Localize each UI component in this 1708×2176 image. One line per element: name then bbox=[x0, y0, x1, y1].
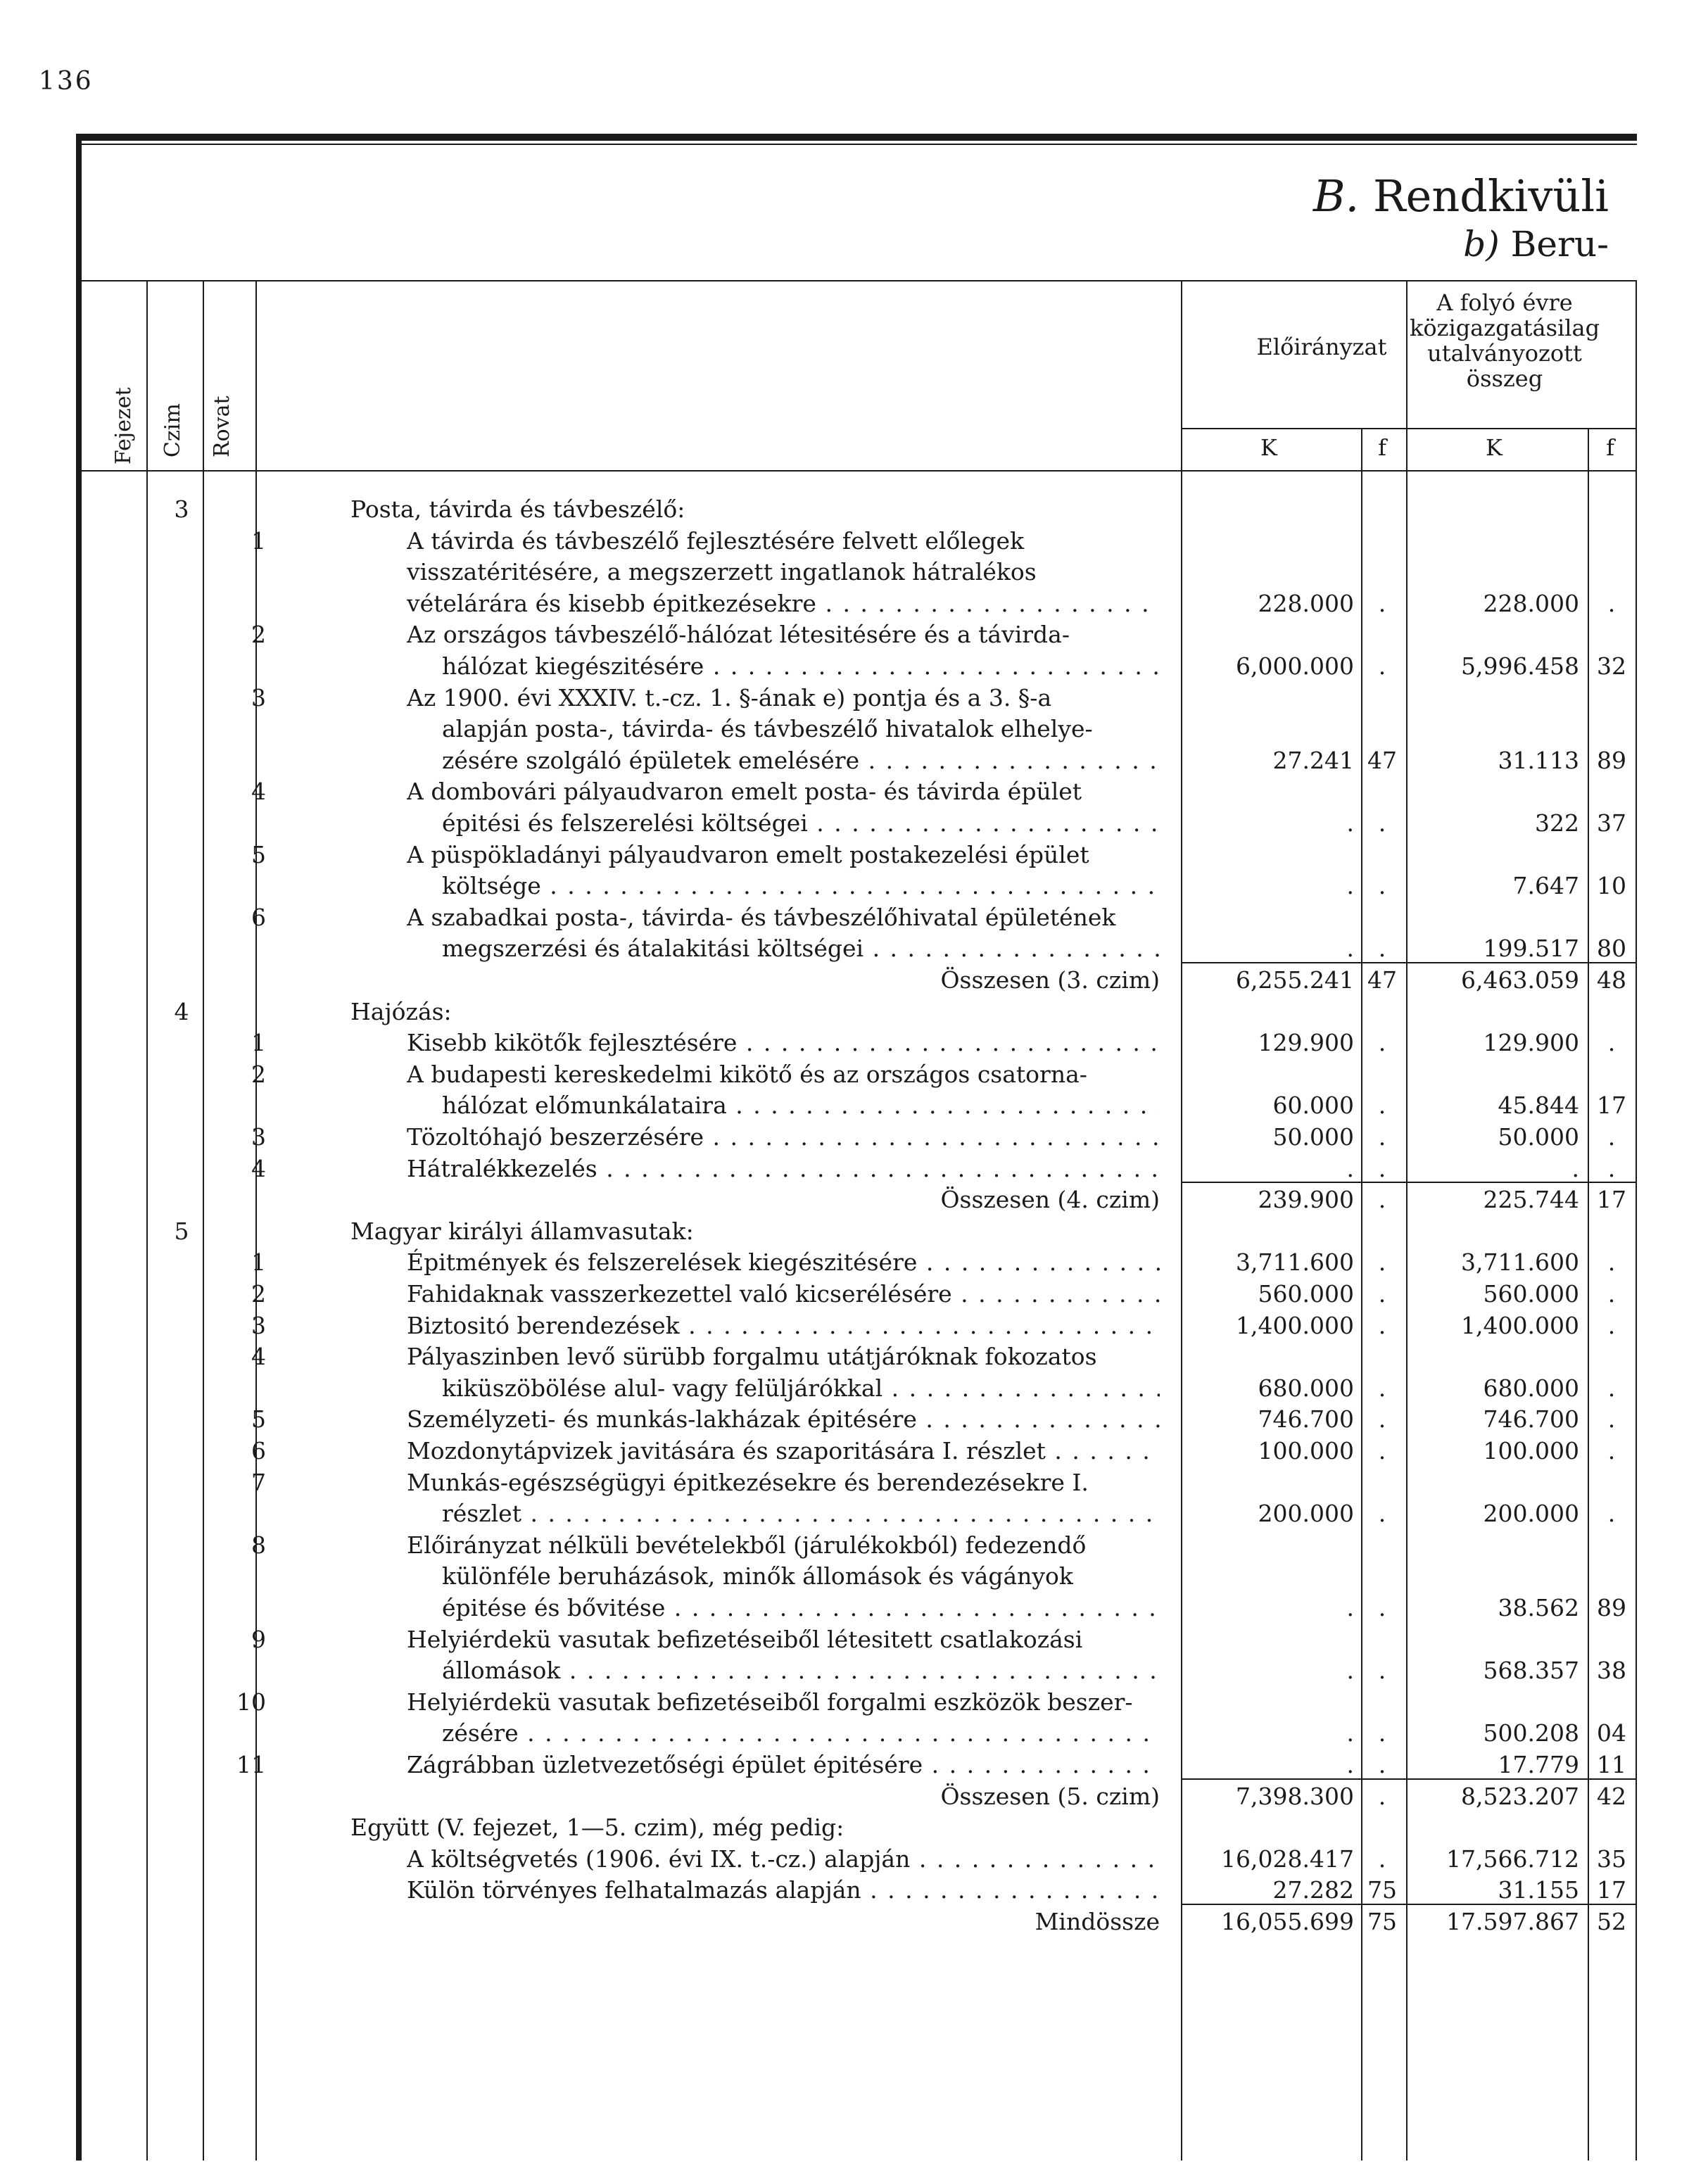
eloiranyzat-f-cell: . bbox=[1378, 1123, 1386, 1151]
utalvany-f-cell: . bbox=[1607, 1500, 1616, 1528]
description-cell: Előirányzat nélküli bevételekből (járulékokból) fedezendő bbox=[407, 1531, 1087, 1559]
total-label: Összesen (3. czim) bbox=[940, 966, 1160, 994]
utalvany-f-cell: . bbox=[1607, 1405, 1616, 1434]
eloiranyzat-k-cell: . bbox=[1346, 872, 1354, 900]
page-subtitle bbox=[1463, 224, 1609, 265]
utalvany-k-cell: 17.597.867 bbox=[1446, 1908, 1579, 1935]
eloiranyzat-k-cell: 50.000 bbox=[1272, 1123, 1354, 1151]
description-cell: A püspökladányi pályaudvaron emelt postakezelési épület bbox=[407, 840, 1089, 868]
header-bottom-rule bbox=[76, 470, 1637, 472]
rovat-cell: 1 bbox=[251, 1248, 266, 1277]
eloiranyzat-k-cell: 1,400.000 bbox=[1236, 1311, 1354, 1339]
eloiranyzat-k-cell: 129.900 bbox=[1258, 1029, 1354, 1057]
table-row bbox=[76, 1561, 1637, 1592]
utalvany-k-cell: 17,566.712 bbox=[1446, 1845, 1579, 1873]
eloiranyzat-f-cell: . bbox=[1378, 872, 1386, 900]
utalvany-f-cell: . bbox=[1607, 1374, 1616, 1402]
description-cell: A távirda és távbeszélő fejlesztésére felvett előlegek bbox=[407, 526, 1025, 555]
eloiranyzat-f-cell: . bbox=[1378, 935, 1386, 963]
table-row bbox=[76, 1090, 1637, 1121]
total-row bbox=[76, 1184, 1637, 1215]
utalv-line-2: közigazgatásilag bbox=[1409, 315, 1600, 341]
eloiranyzat-f-cell: . bbox=[1378, 1092, 1386, 1120]
table-row bbox=[76, 1059, 1637, 1090]
col-header-eloiranyzat: Előirányzat bbox=[1256, 334, 1387, 360]
eloiranyzat-f-cell: . bbox=[1378, 1248, 1386, 1277]
utalvany-k-cell: 560.000 bbox=[1483, 1280, 1579, 1308]
utalv-line-3: utalványozott bbox=[1427, 340, 1582, 367]
description-cell: Együtt (V. fejezet, 1—5. czim), még pedig: bbox=[350, 1814, 844, 1842]
eloiranyzat-k-cell: 16,055.699 bbox=[1221, 1908, 1354, 1935]
table-row bbox=[76, 1624, 1637, 1655]
description-cell: Zágrábban üzletvezetőségi épület épitésére . . . bbox=[407, 1750, 1160, 1780]
utalvany-f-cell: . bbox=[1607, 1437, 1616, 1465]
subtitle-letter: b) bbox=[1463, 224, 1500, 265]
table-row bbox=[76, 902, 1637, 933]
eloiranyzat-k-cell: 6,000.000 bbox=[1236, 652, 1354, 680]
eloiranyzat-k-cell: 60.000 bbox=[1272, 1092, 1354, 1120]
description-cell: visszatéritésére, a megszerzett ingatlanok hátralékos bbox=[407, 558, 1037, 586]
utalvany-f-cell: . bbox=[1607, 1154, 1616, 1182]
description-cell: Az 1900. évi XXXIV. t.-cz. 1. §-ának e) pontja és a 3. §-a bbox=[407, 683, 1052, 711]
eloiranyzat-f-cell: . bbox=[1378, 1311, 1386, 1339]
description-cell: épitése és bővitése . . . bbox=[442, 1593, 1160, 1624]
description-cell: Külön törvényes felhatalmazás alapján . . . bbox=[407, 1875, 1160, 1906]
col-header-utalvanyozott bbox=[1378, 290, 1631, 391]
eloiranyzat-f-cell: . bbox=[1378, 1657, 1386, 1685]
total-label: Összesen (5. czim) bbox=[940, 1782, 1160, 1810]
table-row bbox=[76, 1687, 1637, 1718]
utalvany-f-cell: . bbox=[1607, 1311, 1616, 1339]
table-row bbox=[76, 1404, 1637, 1435]
table-row bbox=[76, 808, 1637, 839]
table-row bbox=[76, 871, 1637, 902]
utalvany-f-cell: 52 bbox=[1597, 1908, 1626, 1935]
table-row bbox=[76, 1122, 1637, 1153]
table-row bbox=[76, 1844, 1637, 1875]
description-cell: különféle beruházások, minők állomások és vágányok bbox=[442, 1562, 1073, 1590]
eloiranyzat-k-cell: 746.700 bbox=[1258, 1405, 1354, 1434]
eloiranyzat-f-cell: . bbox=[1378, 1594, 1386, 1621]
utalv-line-4: összeg bbox=[1466, 365, 1543, 392]
eloiranyzat-k-cell: 228.000 bbox=[1258, 589, 1354, 617]
utalvany-k-cell: 50.000 bbox=[1498, 1123, 1579, 1151]
table-row bbox=[76, 526, 1637, 557]
rovat-cell: 9 bbox=[251, 1625, 266, 1653]
eloiranyzat-k-cell: . bbox=[1346, 1751, 1354, 1778]
eloiranyzat-f-cell: . bbox=[1378, 1374, 1386, 1402]
eloiranyzat-k-cell: 680.000 bbox=[1258, 1374, 1354, 1402]
table-row bbox=[76, 1247, 1637, 1278]
utalvany-f-cell: 37 bbox=[1597, 809, 1626, 837]
total-rule bbox=[1181, 1182, 1637, 1183]
utalvany-k-cell: 225.744 bbox=[1483, 1186, 1579, 1214]
description-cell: vételárára és kisebb épitkezésekre . . . bbox=[407, 588, 1160, 619]
eloiranyzat-f-cell: 75 bbox=[1367, 1876, 1397, 1904]
description-cell: Pályaszinben levő sürübb forgalmu utátjáróknak fokozatos bbox=[407, 1343, 1097, 1371]
eloiranyzat-f-cell: . bbox=[1378, 1280, 1386, 1308]
description-cell: Kisebb kikötők fejlesztésére . . . bbox=[407, 1027, 1160, 1058]
subtitle-text: Beru- bbox=[1510, 224, 1609, 265]
utalvany-f-cell: . bbox=[1607, 589, 1616, 617]
utalvany-f-cell: 42 bbox=[1597, 1782, 1626, 1810]
rovat-cell: 3 bbox=[251, 1123, 266, 1151]
eloiranyzat-f-cell: . bbox=[1378, 589, 1386, 617]
top-rule bbox=[76, 134, 1637, 141]
utalvany-f-cell: . bbox=[1607, 1248, 1616, 1277]
table-row bbox=[76, 651, 1637, 682]
utalvany-k-cell: 38.562 bbox=[1498, 1594, 1579, 1621]
eloiranyzat-k-cell: 560.000 bbox=[1258, 1280, 1354, 1308]
total-row bbox=[76, 965, 1637, 996]
eloiranyzat-f-cell: 47 bbox=[1367, 746, 1397, 774]
description-cell: részlet . . . bbox=[442, 1498, 1160, 1529]
description-cell: A budapesti kereskedelmi kikötő és az országos csatorna- bbox=[407, 1060, 1087, 1088]
description-cell: Hajózás: bbox=[350, 997, 452, 1025]
total-rule bbox=[1181, 1904, 1637, 1905]
description-cell: Az országos távbeszélő-hálózat létesitésére és a távirda- bbox=[407, 621, 1070, 649]
description-cell: hálózat kiegészitésére . . . bbox=[442, 651, 1160, 682]
czim-cell: 4 bbox=[174, 997, 189, 1025]
rovat-cell: 4 bbox=[251, 1154, 266, 1182]
rovat-cell: 11 bbox=[236, 1751, 266, 1778]
utalvany-k-cell: 500.208 bbox=[1483, 1719, 1579, 1747]
description-cell: épitési és felszerelési költségei . . . bbox=[442, 808, 1160, 839]
header-subrule bbox=[1181, 428, 1637, 429]
description-cell: Biztositó berendezések . . . bbox=[407, 1310, 1160, 1341]
table-row bbox=[76, 1718, 1637, 1749]
eloiranyzat-k-cell: 100.000 bbox=[1258, 1437, 1354, 1465]
table-row bbox=[76, 997, 1637, 1027]
eloiranyzat-k-cell: . bbox=[1346, 935, 1354, 963]
utalvany-k-cell: 746.700 bbox=[1483, 1405, 1579, 1434]
eloiranyzat-k-cell: 200.000 bbox=[1258, 1500, 1354, 1528]
rovat-cell: 10 bbox=[236, 1688, 266, 1716]
utalvany-k-cell: 3,711.600 bbox=[1461, 1248, 1579, 1277]
eloiranyzat-k-cell: . bbox=[1346, 809, 1354, 837]
col-header-ek: K bbox=[1260, 434, 1277, 461]
table-row bbox=[76, 1593, 1637, 1624]
table-row bbox=[76, 619, 1637, 650]
utalvany-k-cell: 228.000 bbox=[1483, 589, 1579, 617]
rovat-cell: 1 bbox=[251, 526, 266, 555]
col-header-czim: Czim bbox=[160, 403, 185, 457]
eloiranyzat-f-cell: 47 bbox=[1367, 966, 1397, 994]
eloiranyzat-k-cell: 16,028.417 bbox=[1221, 1845, 1354, 1873]
eloiranyzat-k-cell: 27.282 bbox=[1272, 1876, 1354, 1904]
table-row bbox=[76, 1310, 1637, 1341]
table-row bbox=[76, 933, 1637, 964]
table-row bbox=[76, 1027, 1637, 1058]
rovat-cell: 1 bbox=[251, 1029, 266, 1057]
rovat-cell: 6 bbox=[251, 903, 266, 931]
description-cell: A szabadkai posta-, távirda- és távbeszélőhivatal épületének bbox=[407, 903, 1116, 931]
utalvany-k-cell: 17.779 bbox=[1498, 1751, 1579, 1778]
table-row bbox=[76, 1279, 1637, 1310]
utalvany-f-cell: 35 bbox=[1597, 1845, 1626, 1873]
page-title bbox=[1313, 170, 1609, 222]
utalvany-k-cell: 568.357 bbox=[1483, 1657, 1579, 1685]
rovat-cell: 5 bbox=[251, 1405, 266, 1434]
utalvany-k-cell: 199.517 bbox=[1483, 935, 1579, 963]
table-row bbox=[76, 683, 1637, 714]
utalvany-f-cell: 17 bbox=[1597, 1876, 1626, 1904]
description-cell: Helyiérdekü vasutak befizetéseiből létesitett csatlakozási bbox=[407, 1625, 1083, 1653]
eloiranyzat-k-cell: . bbox=[1346, 1154, 1354, 1182]
title-letter: B. bbox=[1312, 170, 1360, 222]
page-number: 136 bbox=[39, 67, 94, 96]
utalvany-f-cell: 89 bbox=[1597, 1594, 1626, 1621]
eloiranyzat-f-cell: . bbox=[1378, 1845, 1386, 1873]
eloiranyzat-k-cell: 6,255.241 bbox=[1236, 966, 1354, 994]
utalvany-f-cell: 17 bbox=[1597, 1186, 1626, 1214]
utalvany-k-cell: 8,523.207 bbox=[1461, 1782, 1579, 1810]
eloiranyzat-f-cell: . bbox=[1378, 809, 1386, 837]
rovat-cell: 3 bbox=[251, 683, 266, 711]
table-row bbox=[76, 745, 1637, 776]
rovat-cell: 7 bbox=[251, 1468, 266, 1496]
title-text: Rendkivüli bbox=[1372, 170, 1609, 222]
utalvany-f-cell: 11 bbox=[1597, 1751, 1626, 1778]
rovat-cell: 2 bbox=[251, 621, 266, 649]
utalvany-f-cell: 17 bbox=[1597, 1092, 1626, 1120]
table-row bbox=[76, 494, 1637, 525]
total-rule bbox=[1181, 962, 1637, 963]
top-rule-thin bbox=[76, 144, 1637, 145]
rovat-cell: 6 bbox=[251, 1437, 266, 1465]
table-row bbox=[76, 1812, 1637, 1843]
rovat-cell: 4 bbox=[251, 778, 266, 806]
utalvany-f-cell: 38 bbox=[1597, 1657, 1626, 1685]
rovat-cell: 2 bbox=[251, 1280, 266, 1308]
utalvany-f-cell: 48 bbox=[1597, 966, 1626, 994]
description-cell: A költségvetés (1906. évi IX. t.-cz.) alapján . . . bbox=[407, 1844, 1160, 1875]
table-frame bbox=[76, 134, 1637, 2161]
utalvany-k-cell: 1,400.000 bbox=[1461, 1311, 1579, 1339]
col-header-fejezet: Fejezet bbox=[111, 387, 136, 464]
table-row bbox=[76, 714, 1637, 745]
eloiranyzat-f-cell: . bbox=[1378, 652, 1386, 680]
eloiranyzat-f-cell: . bbox=[1378, 1154, 1386, 1182]
utalvany-k-cell: 31.155 bbox=[1498, 1876, 1579, 1904]
utalvany-f-cell: 10 bbox=[1597, 872, 1626, 900]
utalvany-f-cell: . bbox=[1607, 1280, 1616, 1308]
utalvany-f-cell: 80 bbox=[1597, 935, 1626, 963]
eloiranyzat-k-cell: . bbox=[1346, 1594, 1354, 1621]
col-header-uk: K bbox=[1486, 434, 1503, 461]
table-row bbox=[76, 1153, 1637, 1184]
description-cell: Személyzeti- és munkás-lakházak épitésére . . . bbox=[407, 1404, 1160, 1435]
utalvany-k-cell: 6,463.059 bbox=[1461, 966, 1579, 994]
utalvany-f-cell: 04 bbox=[1597, 1719, 1626, 1747]
czim-cell: 3 bbox=[174, 495, 189, 523]
description-cell: Munkás-egészségügyi épitkezésekre és berendezésekre I. bbox=[407, 1468, 1089, 1496]
table-row bbox=[76, 1655, 1637, 1686]
description-cell: Épitmények és felszerelések kiegészitésére . . . bbox=[407, 1247, 1160, 1278]
eloiranyzat-f-cell: . bbox=[1378, 1186, 1386, 1214]
utalv-line-1: A folyó évre bbox=[1436, 289, 1573, 316]
col-header-rovat: Rovat bbox=[210, 396, 234, 457]
rovat-cell: 2 bbox=[251, 1060, 266, 1088]
utalvany-k-cell: 5,996.458 bbox=[1461, 652, 1579, 680]
description-cell: Magyar királyi államvasutak: bbox=[350, 1217, 694, 1245]
header-separator bbox=[76, 280, 1637, 282]
description-cell: állomások . . . bbox=[442, 1655, 1160, 1686]
czim-cell: 5 bbox=[174, 1217, 189, 1245]
utalvany-k-cell: 100.000 bbox=[1483, 1437, 1579, 1465]
utalvany-f-cell: 32 bbox=[1597, 652, 1626, 680]
total-label: Összesen (4. czim) bbox=[940, 1186, 1160, 1214]
total-row bbox=[76, 1906, 1637, 1937]
utalvany-k-cell: 200.000 bbox=[1483, 1500, 1579, 1528]
utalvany-k-cell: 129.900 bbox=[1483, 1029, 1579, 1057]
rovat-cell: 8 bbox=[251, 1531, 266, 1559]
eloiranyzat-k-cell: 3,711.600 bbox=[1236, 1248, 1354, 1277]
utalvany-f-cell: 89 bbox=[1597, 746, 1626, 774]
description-cell: Tözoltóhajó beszerzésére . . . bbox=[407, 1122, 1160, 1153]
eloiranyzat-f-cell: 75 bbox=[1367, 1908, 1397, 1935]
table-row bbox=[76, 1436, 1637, 1467]
table-row bbox=[76, 1498, 1637, 1529]
eloiranyzat-k-cell: 27.241 bbox=[1272, 746, 1354, 774]
utalvany-k-cell: 7.647 bbox=[1512, 872, 1579, 900]
rovat-cell: 5 bbox=[251, 840, 266, 868]
utalvany-f-cell: . bbox=[1607, 1123, 1616, 1151]
col-header-uf: f bbox=[1606, 434, 1614, 461]
utalvany-k-cell: 322 bbox=[1535, 809, 1579, 837]
eloiranyzat-f-cell: . bbox=[1378, 1719, 1386, 1747]
total-rule bbox=[1181, 1778, 1637, 1780]
utalvany-k-cell: 31.113 bbox=[1498, 746, 1579, 774]
description-cell: megszerzési és átalakitási költségei . . . bbox=[442, 933, 1160, 964]
utalvany-k-cell: 680.000 bbox=[1483, 1374, 1579, 1402]
description-cell: kiküszöbölése alul- vagy felüljárókkal . . . bbox=[442, 1373, 1160, 1404]
eloiranyzat-k-cell: . bbox=[1346, 1657, 1354, 1685]
eloiranyzat-k-cell: 7,398.300 bbox=[1236, 1782, 1354, 1810]
description-cell: hálózat előmunkálataira . . . bbox=[442, 1090, 1160, 1121]
description-cell: költsége . . . bbox=[442, 871, 1160, 902]
description-cell: A dombovári pályaudvaron emelt posta- és távirda épület bbox=[407, 778, 1082, 806]
rovat-cell: 3 bbox=[251, 1311, 266, 1339]
utalvany-f-cell: . bbox=[1607, 1029, 1616, 1057]
eloiranyzat-f-cell: . bbox=[1378, 1751, 1386, 1778]
table-row bbox=[76, 776, 1637, 807]
eloiranyzat-f-cell: . bbox=[1378, 1782, 1386, 1810]
table-row bbox=[76, 1341, 1637, 1372]
eloiranyzat-k-cell: . bbox=[1346, 1719, 1354, 1747]
table-row bbox=[76, 840, 1637, 871]
total-label: Mindössze bbox=[1035, 1908, 1160, 1935]
utalvany-k-cell: . bbox=[1571, 1154, 1579, 1182]
description-cell: Helyiérdekü vasutak befizetéseiből forgalmi eszközök beszer- bbox=[407, 1688, 1133, 1716]
table-row bbox=[76, 588, 1637, 619]
eloiranyzat-f-cell: . bbox=[1378, 1437, 1386, 1465]
table-row bbox=[76, 1875, 1637, 1906]
table-row bbox=[76, 1373, 1637, 1404]
description-cell: zésére szolgáló épületek emelésére . . . bbox=[442, 745, 1160, 776]
col-header-ef: f bbox=[1378, 434, 1386, 461]
description-cell: alapján posta-, távirda- és távbeszélő hivatalok elhelye- bbox=[442, 715, 1093, 743]
rovat-cell: 4 bbox=[251, 1343, 266, 1371]
eloiranyzat-k-cell: 239.900 bbox=[1258, 1186, 1354, 1214]
description-cell: Hátralékkezelés . . . bbox=[407, 1153, 1160, 1184]
table-row bbox=[76, 1467, 1637, 1498]
description-cell: Posta, távirda és távbeszélő: bbox=[350, 495, 685, 523]
eloiranyzat-f-cell: . bbox=[1378, 1029, 1386, 1057]
eloiranyzat-f-cell: . bbox=[1378, 1405, 1386, 1434]
utalvany-k-cell: 45.844 bbox=[1498, 1092, 1579, 1120]
eloiranyzat-f-cell: . bbox=[1378, 1500, 1386, 1528]
table-row bbox=[76, 557, 1637, 588]
total-row bbox=[76, 1781, 1637, 1812]
description-cell: Mozdonytápvizek javitására és szaporitására I. részlet . . . bbox=[407, 1436, 1160, 1467]
table-row bbox=[76, 1530, 1637, 1561]
description-cell: zésére . . . bbox=[442, 1718, 1160, 1749]
description-cell: Fahidaknak vasszerkezettel való kicserélésére . . . bbox=[407, 1279, 1160, 1310]
table-row bbox=[76, 1750, 1637, 1780]
table-row bbox=[76, 1216, 1637, 1247]
